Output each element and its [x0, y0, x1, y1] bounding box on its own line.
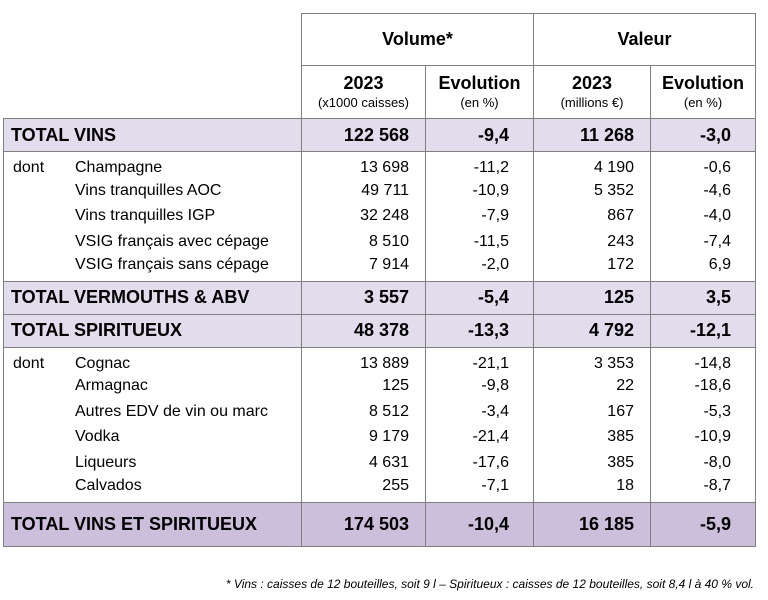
total-all-volume-evolution: -10,4 [426, 502, 534, 546]
total-vins-volume: 122 568 [302, 119, 426, 152]
row-label: Autres EDV de vin ou marc [75, 402, 268, 420]
volume-cell: 4 631 [302, 450, 426, 476]
total-vins-volume-evolution: -9,4 [426, 119, 534, 152]
total-spiritueux-label: TOTAL SPIRITUEUX [4, 314, 302, 347]
total-all-row [4, 502, 756, 546]
table-row [4, 152, 756, 179]
header-empty-cell [4, 14, 302, 66]
volume-evolution-cell: -7,1 [426, 476, 534, 503]
col-header-valeur-2023: 2023 (millions €) [534, 66, 651, 119]
volume-evolution-cell: -21,1 [426, 347, 534, 374]
table-row [4, 399, 756, 425]
volume-evolution-cell: -2,0 [426, 255, 534, 282]
col-header-volume-evolution: Evolution (en %) [426, 66, 534, 119]
dont-prefix: dont [13, 159, 45, 176]
valeur-evolution-cell: -14,8 [651, 347, 756, 374]
table-row [4, 229, 756, 255]
table-row [4, 425, 756, 451]
row-label: Calvados [75, 476, 142, 494]
total-vermouths-label: TOTAL VERMOUTHS & ABV [4, 281, 302, 314]
volume-cell: 125 [302, 374, 426, 400]
total-spiritueux-volume: 48 378 [302, 314, 426, 347]
valeur-evolution-cell: -4,0 [651, 204, 756, 230]
valeur-cell: 5 352 [534, 178, 651, 204]
total-vins-label: TOTAL VINS [4, 119, 302, 152]
volume-evolution-cell: -9,8 [426, 374, 534, 400]
volume-evolution-cell: -10,9 [426, 178, 534, 204]
footnote: * Vins : caisses de 12 bouteilles, soit 9 l – Spiritueux : caisses de 12 bouteilles, soit 8,4 l à 40 % vol. [225, 577, 754, 591]
volume-evolution-cell: -3,4 [426, 399, 534, 425]
row-label: Champagne [75, 159, 163, 176]
row-label: Armagnac [75, 377, 148, 395]
total-all-valeur-evolution: -5,9 [651, 502, 756, 546]
table-row [4, 347, 756, 374]
table-row [4, 476, 756, 503]
total-vermouths-volume: 3 557 [302, 281, 426, 314]
export-table [3, 13, 756, 547]
valeur-cell: 243 [534, 229, 651, 255]
valeur-evolution-cell: -8,0 [651, 450, 756, 476]
valeur-cell: 18 [534, 476, 651, 503]
volume-cell: 49 711 [302, 178, 426, 204]
row-label: Vodka [75, 428, 120, 446]
row-label: Vins tranquilles AOC [75, 181, 222, 199]
valeur-cell: 172 [534, 255, 651, 282]
volume-evolution-cell: -7,9 [426, 204, 534, 230]
total-vermouths-valeur: 125 [534, 281, 651, 314]
valeur-evolution-cell: -5,3 [651, 399, 756, 425]
total-all-label: TOTAL VINS ET SPIRITUEUX [4, 502, 302, 546]
volume-cell: 13 889 [302, 347, 426, 374]
valeur-evolution-cell: -0,6 [651, 152, 756, 179]
row-label: Cognac [75, 354, 131, 372]
valeur-cell: 3 353 [534, 347, 651, 374]
total-vins-valeur: 11 268 [534, 119, 651, 152]
total-spiritueux-volume-evolution: -13,3 [426, 314, 534, 347]
total-spiritueux-row [4, 314, 756, 347]
row-label: Vins tranquilles IGP [75, 207, 216, 225]
col-header-valeur-evolution: Evolution (en %) [651, 66, 756, 119]
volume-cell: 9 179 [302, 425, 426, 451]
volume-cell: 13 698 [302, 152, 426, 179]
table-row [4, 374, 756, 400]
total-spiritueux-valeur-evolution: -12,1 [651, 314, 756, 347]
total-all-valeur: 16 185 [534, 502, 651, 546]
valeur-evolution-cell: -18,6 [651, 374, 756, 400]
row-label: Liqueurs [75, 453, 137, 471]
volume-evolution-cell: -17,6 [426, 450, 534, 476]
total-all-volume: 174 503 [302, 502, 426, 546]
table-row [4, 204, 756, 230]
table-row [4, 450, 756, 476]
total-vermouths-volume-evolution: -5,4 [426, 281, 534, 314]
valeur-group-header: Valeur [534, 14, 756, 66]
volume-cell: 8 512 [302, 399, 426, 425]
volume-cell: 8 510 [302, 229, 426, 255]
volume-evolution-cell: -11,5 [426, 229, 534, 255]
valeur-cell: 4 190 [534, 152, 651, 179]
valeur-cell: 385 [534, 425, 651, 451]
valeur-cell: 167 [534, 399, 651, 425]
dont-prefix: dont [13, 354, 45, 372]
volume-cell: 32 248 [302, 204, 426, 230]
valeur-evolution-cell: 6,9 [651, 255, 756, 282]
row-label: VSIG français avec cépage [75, 232, 269, 250]
table-row [4, 178, 756, 204]
col-header-volume-2023: 2023 (x1000 caisses) [302, 66, 426, 119]
volume-evolution-cell: -21,4 [426, 425, 534, 451]
valeur-evolution-cell: -10,9 [651, 425, 756, 451]
subheader-empty-cell [4, 66, 302, 119]
table-row [4, 255, 756, 282]
valeur-cell: 22 [534, 374, 651, 400]
valeur-evolution-cell: -4,6 [651, 178, 756, 204]
valeur-evolution-cell: -7,4 [651, 229, 756, 255]
total-vermouths-valeur-evolution: 3,5 [651, 281, 756, 314]
volume-group-header: Volume* [302, 14, 534, 66]
valeur-evolution-cell: -8,7 [651, 476, 756, 503]
valeur-cell: 385 [534, 450, 651, 476]
volume-evolution-cell: -11,2 [426, 152, 534, 179]
volume-cell: 7 914 [302, 255, 426, 282]
total-vins-row [4, 119, 756, 152]
total-vermouths-row [4, 281, 756, 314]
row-label: VSIG français sans cépage [75, 255, 269, 273]
volume-cell: 255 [302, 476, 426, 503]
total-spiritueux-valeur: 4 792 [534, 314, 651, 347]
total-vins-valeur-evolution: -3,0 [651, 119, 756, 152]
valeur-cell: 867 [534, 204, 651, 230]
